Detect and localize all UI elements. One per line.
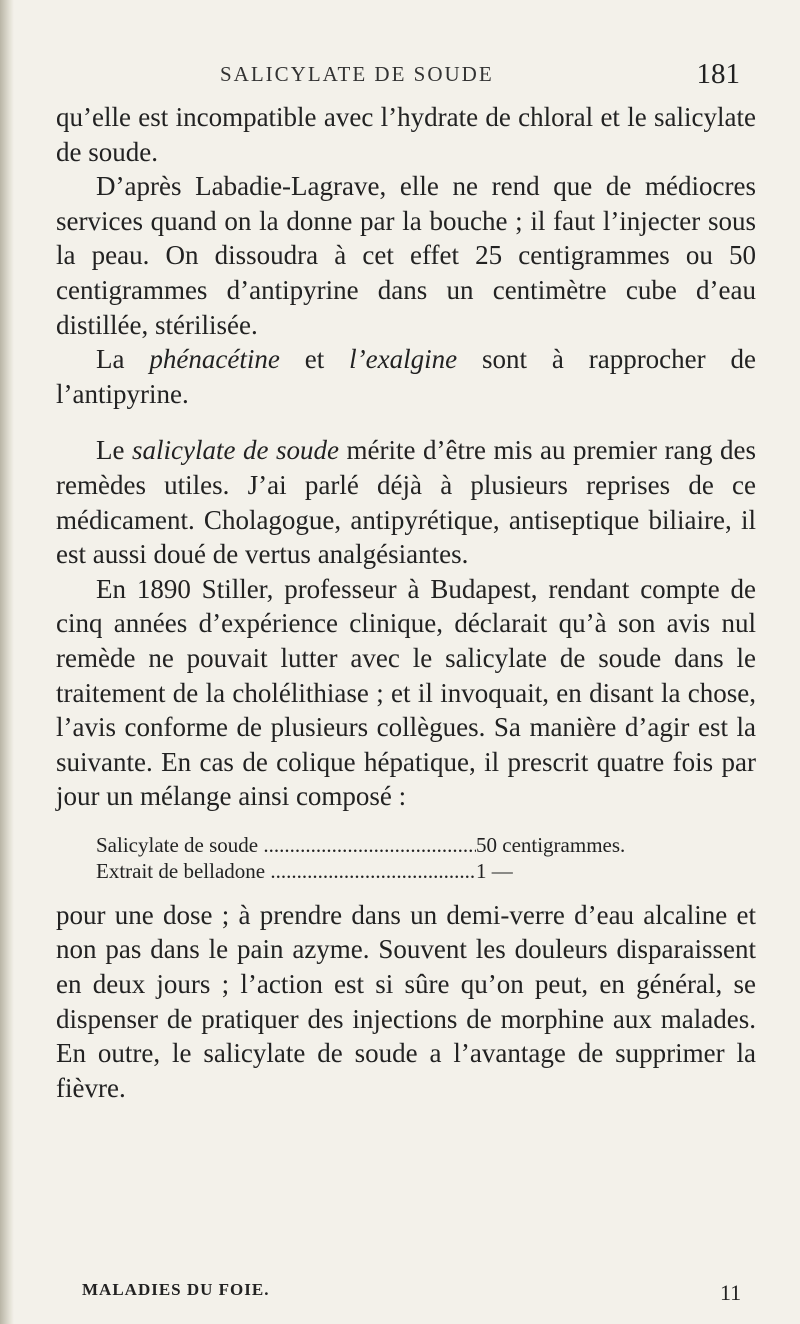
recipe-table (96, 832, 756, 884)
text-fragment: Le (96, 435, 125, 466)
signature-mark: 11 (720, 1280, 742, 1305)
paragraph-phenacetine (56, 342, 756, 411)
paragraph-salicylate (56, 433, 756, 571)
paragraph-dose: pour une dose ; à prendre dans un demi-verre d’eau alcaline et non pas dans le pain azyme. Souvent les douleurs disparaissent en deux jours ; l’action est si sûre qu’on peut, en général, se dispenser de pratiquer des injections de morphine aux malades. En outre, le salicylate de soude a l’avantage de supprimer la fièvre. (56, 899, 756, 1103)
recipe-quantity: 50 centigrammes. (476, 832, 626, 857)
recipe-ingredient: Salicylate de soude ..... (96, 832, 476, 858)
paragraph-stiller: En 1890 Stiller, professeur à Budapest, rendant compte de cinq années d’expérience clinique, déclarait qu’à son avis nul remède ne pouvait lutter avec le salicylate de soude dans le traitement de la cholélithiase ; et il invoquait, en disant la chose, l’avis conforme de plusieurs collègues. Sa manière d’agir est la suivante. En cas de colique hépatique, il prescrit quatre fois par jour un mélange ainsi composé : (56, 573, 756, 812)
text-fragment: et (304, 344, 325, 375)
term-phenacetine: phénacétine (149, 344, 280, 375)
recipe-row (96, 832, 656, 858)
paragraph-continuation: qu’elle est incompatible avec l’hydrate de chloral et le salicylate de soude. (56, 102, 756, 167)
recipe-row (96, 858, 656, 884)
page-edge-shadow (0, 0, 14, 1324)
footer-book-title: MALADIES DU FOIE. (82, 1280, 270, 1299)
running-title: SALICYLATE DE SOUDE (220, 62, 494, 86)
body-text (56, 100, 756, 1105)
term-salicylate: salicylate de soude (132, 435, 339, 466)
page-number: 181 (696, 58, 740, 90)
recipe-ingredient: Extrait de belladone ..... (96, 858, 476, 884)
page-header (80, 58, 740, 96)
text-fragment: sont à rapprocher de l’antipyrine. (56, 344, 757, 409)
text-fragment: mérite d’être mis au premier rang des remèdes utiles. J’ai parlé déjà à plusieurs reprises de ce médicament. Cholagogue, antipyrétique, antiseptique biliaire, il est aussi doué de vertus analgésiantes. (56, 435, 756, 570)
text-fragment: La (96, 344, 125, 375)
term-exalgine: l’exalgine (349, 344, 458, 375)
recipe-quantity: 1 — (476, 858, 513, 883)
paragraph-labadie: D’après Labadie-Lagrave, elle ne rend que de médiocres services quand on la donne par la bouche ; il faut l’injecter sous la peau. On dissoudra à cet effet 25 centigrammes ou 50 centigrammes d’antipyrine dans un centimètre cube d’eau distillée, stérilisée. (56, 171, 756, 340)
